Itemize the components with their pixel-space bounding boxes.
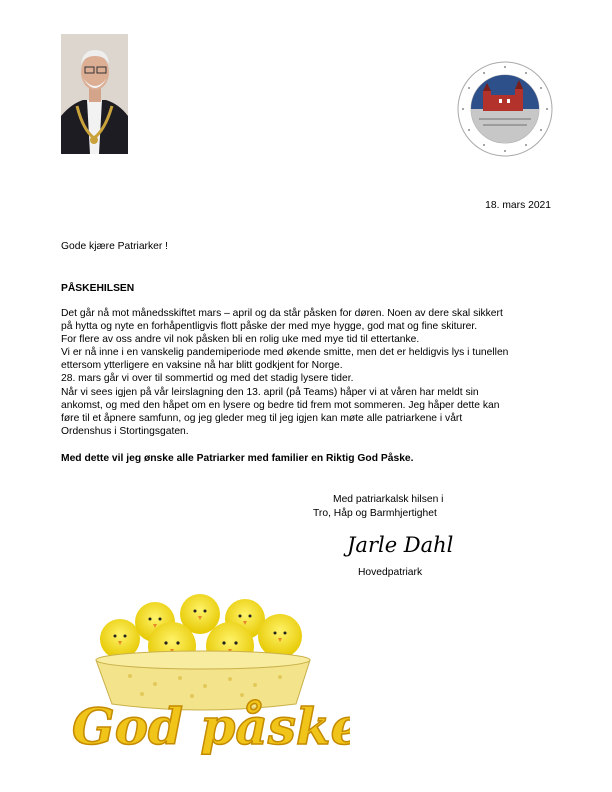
seal-illustration xyxy=(457,61,553,157)
handwritten-signature: Jarle Dahl xyxy=(347,533,454,557)
portrait-illustration xyxy=(61,34,128,154)
body-line: For flere av oss andre vil nok påsken bli en rolig uke med mye tid til ettertanke. xyxy=(61,334,420,346)
body-line: på hytta og nyte en forhåpentligvis flott påske der med mye hygge, god mat og fine skiturer. xyxy=(61,321,478,333)
letter-heading: PÅSKEHILSEN xyxy=(61,283,135,294)
closing-wish: Med dette vil jeg ønske alle Patriarker med familier en Riktig God Påske. xyxy=(61,453,414,464)
easter-greeting-text: God påske xyxy=(72,697,350,756)
body-line: Når vi sees igjen på vår leirslagning den 13. april (på Teams) håper vi at våren har meldt sin xyxy=(61,386,479,398)
body-line: Vi er nå inne i en vanskelig pandemiperiode med økende smitte, men det er heldigvis lys i tunellen xyxy=(61,347,509,359)
letter-body xyxy=(61,307,561,438)
body-line: ankomst, og med den håpet om en lysere og bedre tid frem mot sommeren. Jeg håper dette kan xyxy=(61,399,500,411)
easter-chicks-illustration xyxy=(60,584,350,758)
regards-line-2: Tro, Håp og Barmhjertighet xyxy=(313,508,437,519)
lodge-seal-logo xyxy=(457,61,553,157)
easter-graphic xyxy=(60,584,350,758)
body-line: føre til et åpnere samfunn, og jeg gleder meg til jeg igjen kan møte alle patriarkene i vårt xyxy=(61,412,463,424)
signer-title: Hovedpatriark xyxy=(358,567,423,578)
portrait-photo xyxy=(61,34,128,154)
body-line: Det går nå mot månedsskiftet mars – april og da står påsken for døren. Noen av dere skal sikkert xyxy=(61,308,503,319)
letter-date: 18. mars 2021 xyxy=(485,200,551,211)
body-line: 28. mars går vi over til sommertid og med det stadig lysere tider. xyxy=(61,373,354,385)
regards-line-1: Med patriarkalsk hilsen i xyxy=(333,494,444,505)
body-line: ettersom ytterligere en vaksine nå har blitt godkjent for Norge. xyxy=(61,360,343,372)
body-line: Ordenshus i Stortingsgaten. xyxy=(61,425,189,437)
salutation: Gode kjære Patriarker ! xyxy=(61,241,169,252)
